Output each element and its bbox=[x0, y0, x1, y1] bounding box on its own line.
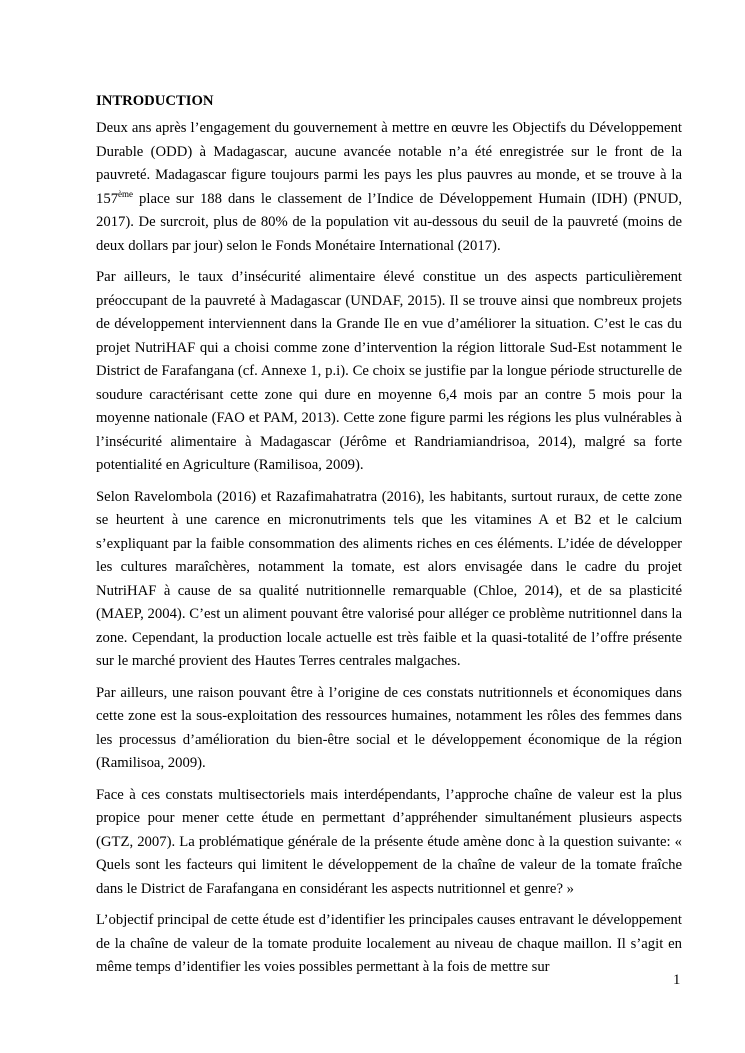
paragraph-1-text: Deux ans après l’engagement du gouvernement à mettre en œuvre les Objectifs du Développement Durable (ODD) à Madagascar, aucune avancée notable n’a été enregistrée sur le front de la pauvreté. Madagascar figure toujours parmi les pays les plus pauvres au monde, et se trouve à la 157 bbox=[96, 120, 682, 207]
paragraph-6: L’objectif principal de cette étude est d’identifier les principales causes entravant le développement de la chaîne de valeur de la tomate produite localement au niveau de chaque maillon. Il s’agit en même temps d’identifier les voies possibles permettant à la fois de mettre sur bbox=[96, 912, 682, 975]
paragraph-5: Face à ces constats multisectoriels mais interdépendants, l’approche chaîne de valeur est la plus propice pour mener cette étude en permettant d’appréhender simultanément plusieurs aspects (GTZ, 2007). La problématique générale de la présente étude amène donc à la question suivante: « Quels sont les facteurs qui limitent le développement de la chaîne de valeur de la tomate fraîche dans le District de Farafangana en considérant les aspects nutritionnel et genre? » bbox=[96, 786, 682, 897]
paragraph-1 bbox=[96, 117, 682, 258]
section-heading: INTRODUCTION bbox=[96, 93, 214, 109]
page-number: 1 bbox=[673, 972, 681, 988]
paragraph-1-text-continued: place sur 188 dans le classement de l’Indice de Développement Humain (IDH) (PNUD, 2017). De surcroit, plus de 80% de la population vit au-dessous du seuil de la pauvreté (moins de deux dollars par jour) selon le Fonds Monétaire International (2017). bbox=[96, 190, 682, 254]
ordinal-superscript: ème bbox=[118, 188, 134, 199]
paragraph-4: Par ailleurs, une raison pouvant être à l’origine de ces constats nutritionnels et économiques dans cette zone est la sous-exploitation des ressources humaines, notamment les rôles des femmes dans les processus d’amélioration du bien-être social et le développement économique de la région (Ramilisoa, 2009). bbox=[96, 684, 682, 771]
document-page bbox=[96, 91, 682, 988]
paragraph-2: Par ailleurs, le taux d’insécurité alimentaire élevé constitue un des aspects particulièrement préoccupant de la pauvreté à Madagascar (UNDAF, 2015). Il se trouve ainsi que nombreux projets de développement interviennent dans la Grande Ile en vue d’améliorer la situation. C’est le cas du projet NutriHAF qui a choisi comme zone d’intervention la région littorale Sud-Est notamment le District de Farafangana (cf. Annexe 1, p.i). Ce choix se justifie par la longue période structurelle de soudure caractérisant cette zone qui dure en moyenne 6,4 mois par an contre 5 mois pour la moyenne nationale (FAO et PAM, 2013). Cette zone figure parmi les régions les plus vulnérables à l’insécurité alimentaire à Madagascar (Jérôme et Randriamiandrisoa, 2014), malgré sa forte potentialité en Agriculture (Ramilisoa, 2009). bbox=[96, 269, 682, 473]
paragraph-3: Selon Ravelombola (2016) et Razafimahatratra (2016), les habitants, surtout ruraux, de cette zone se heurtent à une carence en micronutriments tels que les vitamines A et B2 et le calcium s’expliquant par la faible consommation des aliments riches en ces éléments. L’idée de développer les cultures maraîchères, notamment la tomate, est alors envisagée dans le cadre du projet NutriHAF à cause de sa qualité nutritionnelle remarquable (Chloe, 2014), et de sa plasticité (MAEP, 2004). C’est un aliment pouvant être valorisé pour alléger ce problème nutritionnel dans la zone. Cependant, la production locale actuelle est très faible et la quasi-totalité de l’offre présente sur le marché provient des Hautes Terres centrales malgaches. bbox=[96, 488, 682, 669]
